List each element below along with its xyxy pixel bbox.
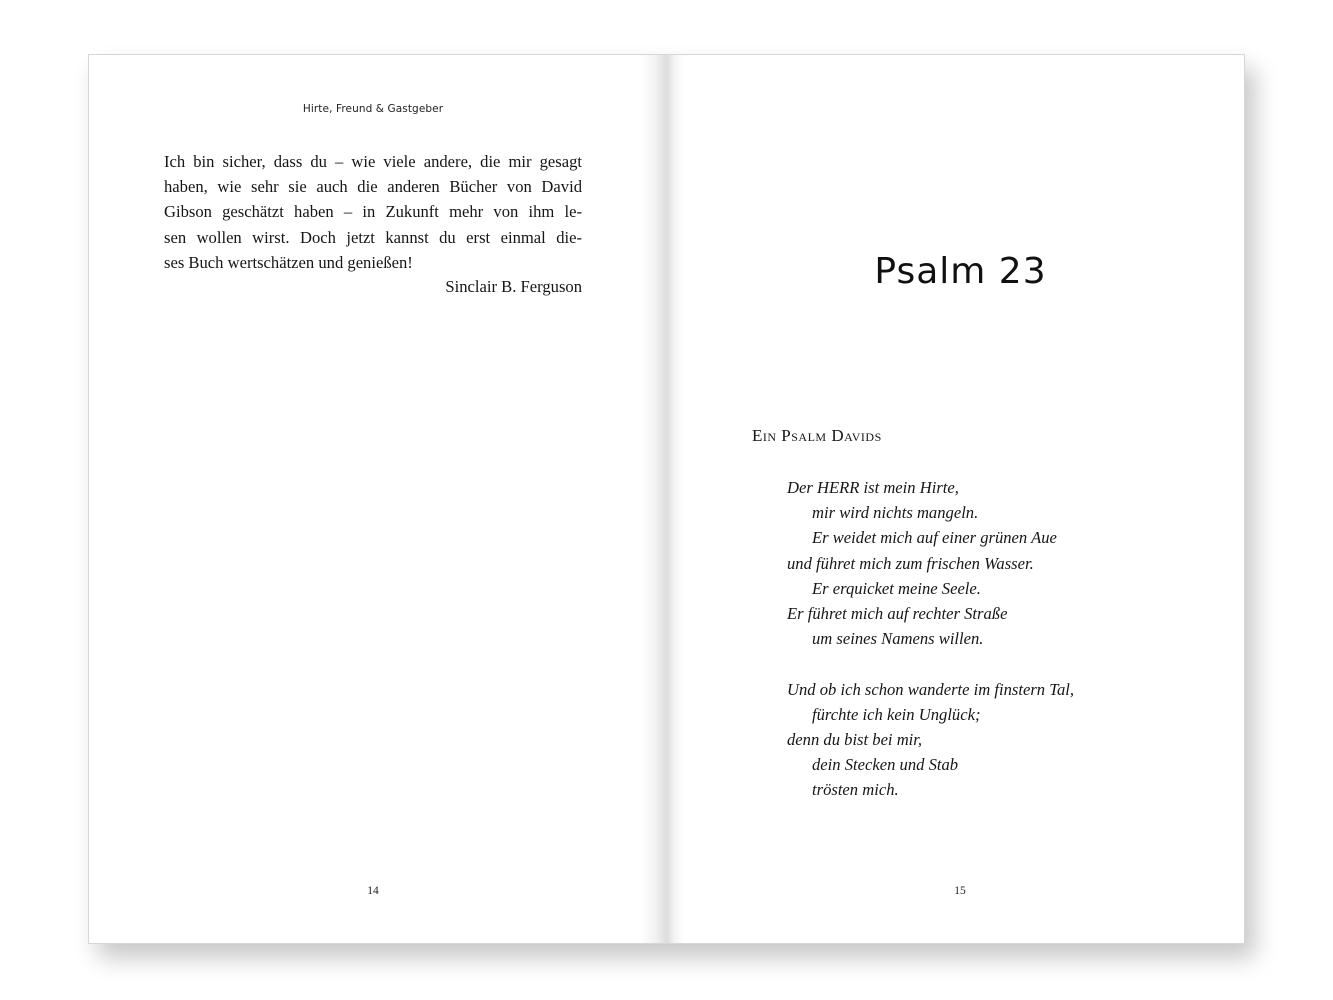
- right-page: [666, 54, 1245, 944]
- verse-line: Er erquicket meine Seele.: [812, 578, 981, 598]
- gutter-shadow: [640, 55, 666, 943]
- body-text-line: ses Buch wertschätzen und genießen!: [164, 252, 413, 272]
- verse-line: Er führet mich auf rechter Straße: [787, 603, 1008, 623]
- body-text: [164, 149, 582, 275]
- body-text-line: haben, wie sehr sie auch die anderen Bücher von David: [164, 177, 582, 197]
- body-text-line: sen wollen wirst. Doch jetzt kannst du erst einmal die-: [164, 227, 582, 247]
- verse-line: fürchte ich kein Unglück;: [812, 704, 981, 724]
- body-text-line: Ich bin sicher, dass du – wie viele andere, die mir gesagt: [164, 152, 582, 171]
- verse-line: dein Stecken und Stab: [812, 755, 959, 775]
- verse-line: Der HERR ist mein Hirte,: [787, 478, 959, 497]
- gutter-shadow: [666, 55, 684, 943]
- body-text-line: Gibson geschätzt haben – in Zukunft mehr von ihm le-: [164, 202, 582, 222]
- verse-line: trösten mich.: [812, 780, 899, 800]
- chapter-title: Psalm 23: [874, 251, 1047, 292]
- psalm-verses: [787, 475, 1074, 802]
- page-number: 15: [954, 885, 966, 897]
- book-spread: [88, 54, 1245, 944]
- verse-line: mir wird nichts mangeln.: [812, 503, 979, 523]
- verse-line: denn du bist bei mir,: [787, 729, 923, 749]
- running-head: Hirte, Freund & Gastgeber: [302, 103, 444, 115]
- left-page: [88, 54, 666, 944]
- verse-line: um seines Namens willen.: [812, 629, 984, 649]
- signature: Sinclair B. Ferguson: [445, 277, 582, 296]
- verse-line: und führet mich zum frischen Wasser.: [787, 553, 1034, 573]
- verse-line: Er weidet mich auf einer grünen Aue: [812, 528, 1057, 548]
- psalm-heading: Ein Psalm Davids: [752, 426, 882, 445]
- stanza-gap: [787, 651, 1074, 676]
- page-number: 14: [367, 885, 379, 897]
- verse-line: Und ob ich schon wanderte im finstern Tal,: [787, 679, 1075, 699]
